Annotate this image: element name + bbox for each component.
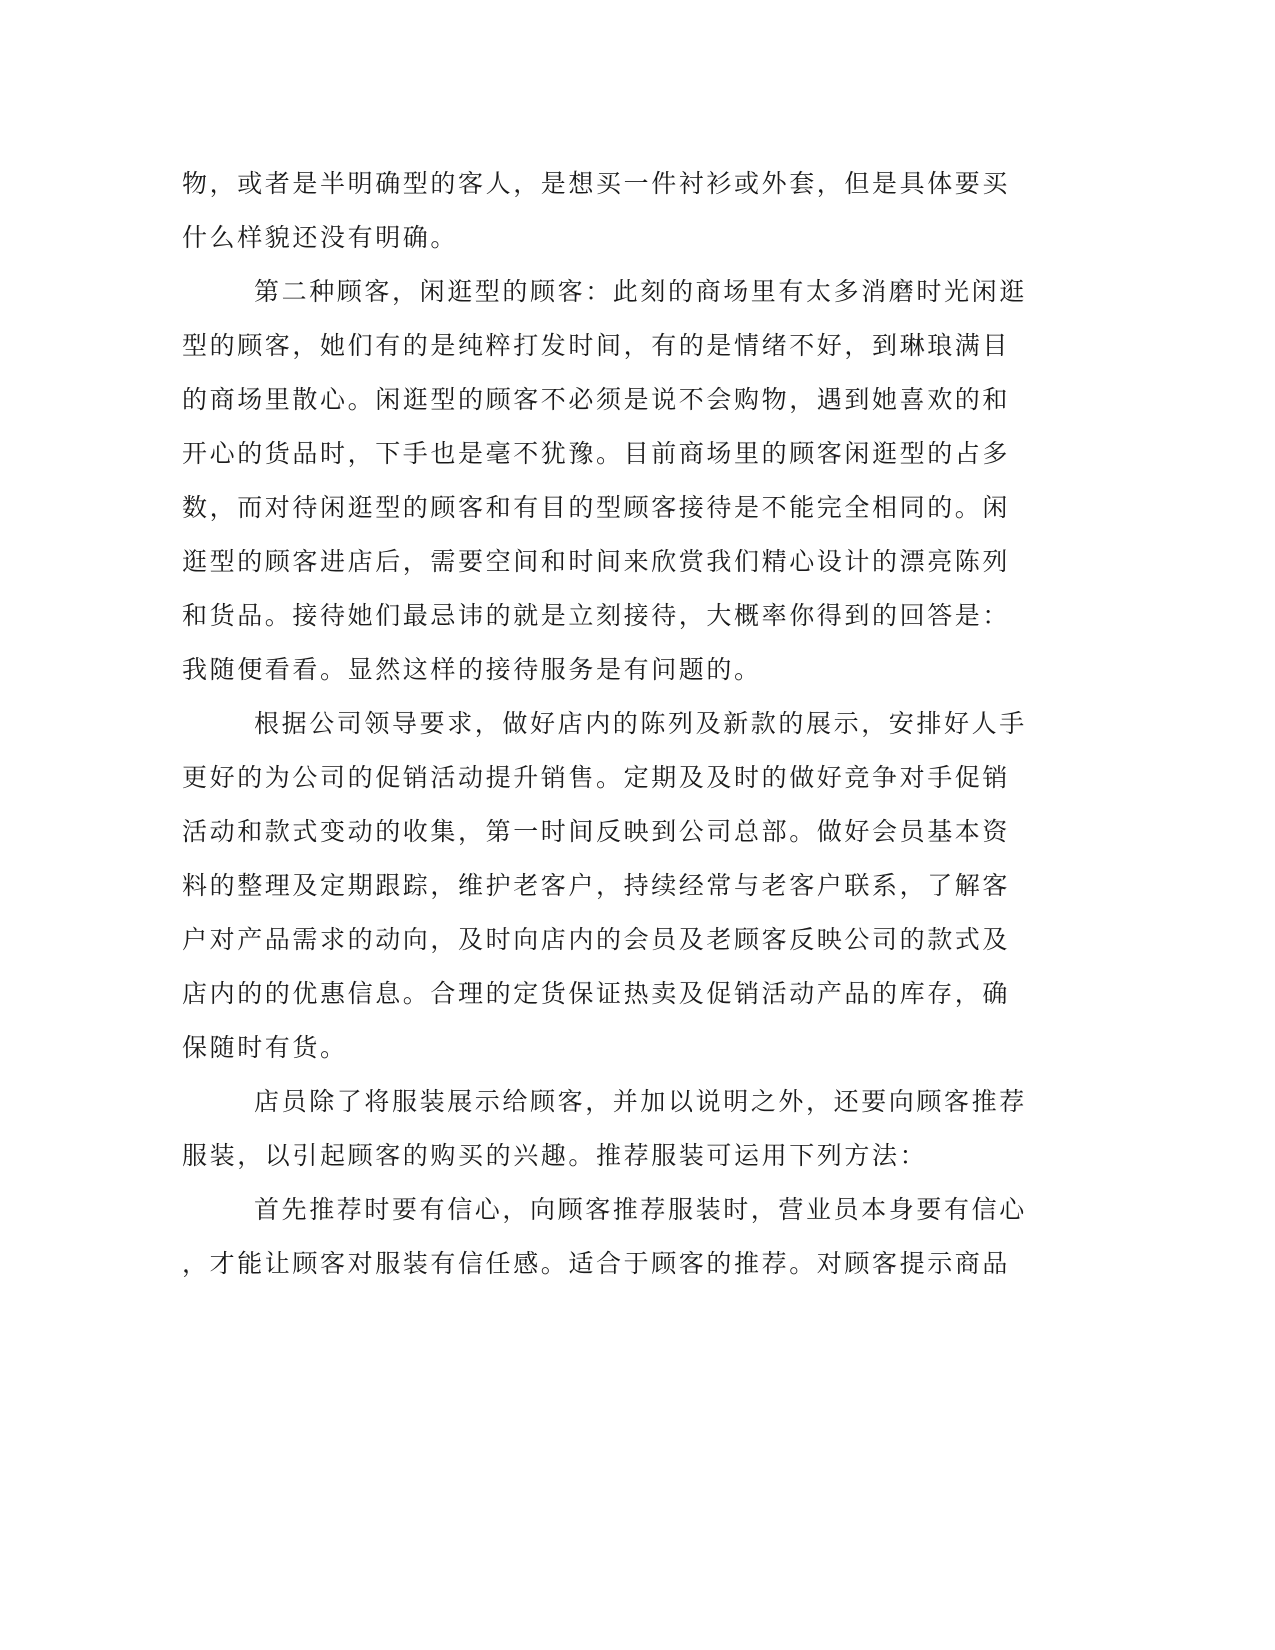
paragraph: [182, 697, 1032, 1075]
text-line: 料的整理及定期跟踪，维护老客户，持续经常与老客户联系，了解客: [182, 871, 1011, 900]
text-line: 店内的的优惠信息。合理的定货保证热卖及促销活动产品的库存，确: [182, 979, 1011, 1008]
text-line: 服装，以引起顾客的购买的兴趣。推荐服装可运用下列方法：: [182, 1141, 928, 1170]
text-line: 什么样貌还没有明确。: [182, 223, 459, 252]
document-body: [182, 157, 1032, 1291]
text-line: 逛型的顾客进店后，需要空间和时间来欣赏我们精心设计的漂亮陈列: [182, 547, 1011, 576]
text-line: 首先推荐时要有信心，向顾客推荐服装时，营业员本身要有信心: [254, 1195, 1027, 1224]
text-line: 店员除了将服装展示给顾客，并加以说明之外，还要向顾客推荐: [254, 1087, 1027, 1116]
text-line: 数，而对待闲逛型的顾客和有目的型顾客接待是不能完全相同的。闲: [182, 493, 1011, 522]
text-line: 型的顾客，她们有的是纯粹打发时间，有的是情绪不好，到琳琅满目: [182, 331, 1011, 360]
text-line: 物，或者是半明确型的客人，是想买一件衬衫或外套，但是具体要买: [182, 169, 1011, 198]
text-line: ，才能让顾客对服装有信任感。适合于顾客的推荐。对顾客提示商品: [182, 1249, 1011, 1278]
paragraph: [182, 1075, 1032, 1183]
text-line: 和货品。接待她们最忌讳的就是立刻接待，大概率你得到的回答是：: [182, 601, 1011, 630]
text-line: 第二种顾客，闲逛型的顾客：此刻的商场里有太多消磨时光闲逛: [254, 277, 1027, 306]
paragraph: [182, 1183, 1032, 1291]
text-line: 的商场里散心。闲逛型的顾客不必须是说不会购物，遇到她喜欢的和: [182, 385, 1011, 414]
text-line: 保随时有货。: [182, 1033, 348, 1062]
text-line: 活动和款式变动的收集，第一时间反映到公司总部。做好会员基本资: [182, 817, 1011, 846]
paragraph: [182, 265, 1032, 697]
paragraph: [182, 157, 1032, 265]
text-line: 根据公司领导要求，做好店内的陈列及新款的展示，安排好人手: [254, 709, 1027, 738]
text-line: 开心的货品时，下手也是毫不犹豫。目前商场里的顾客闲逛型的占多: [182, 439, 1011, 468]
text-line: 更好的为公司的促销活动提升销售。定期及及时的做好竞争对手促销: [182, 763, 1011, 792]
text-line: 我随便看看。显然这样的接待服务是有问题的。: [182, 655, 762, 684]
text-line: 户对产品需求的动向，及时向店内的会员及老顾客反映公司的款式及: [182, 925, 1011, 954]
